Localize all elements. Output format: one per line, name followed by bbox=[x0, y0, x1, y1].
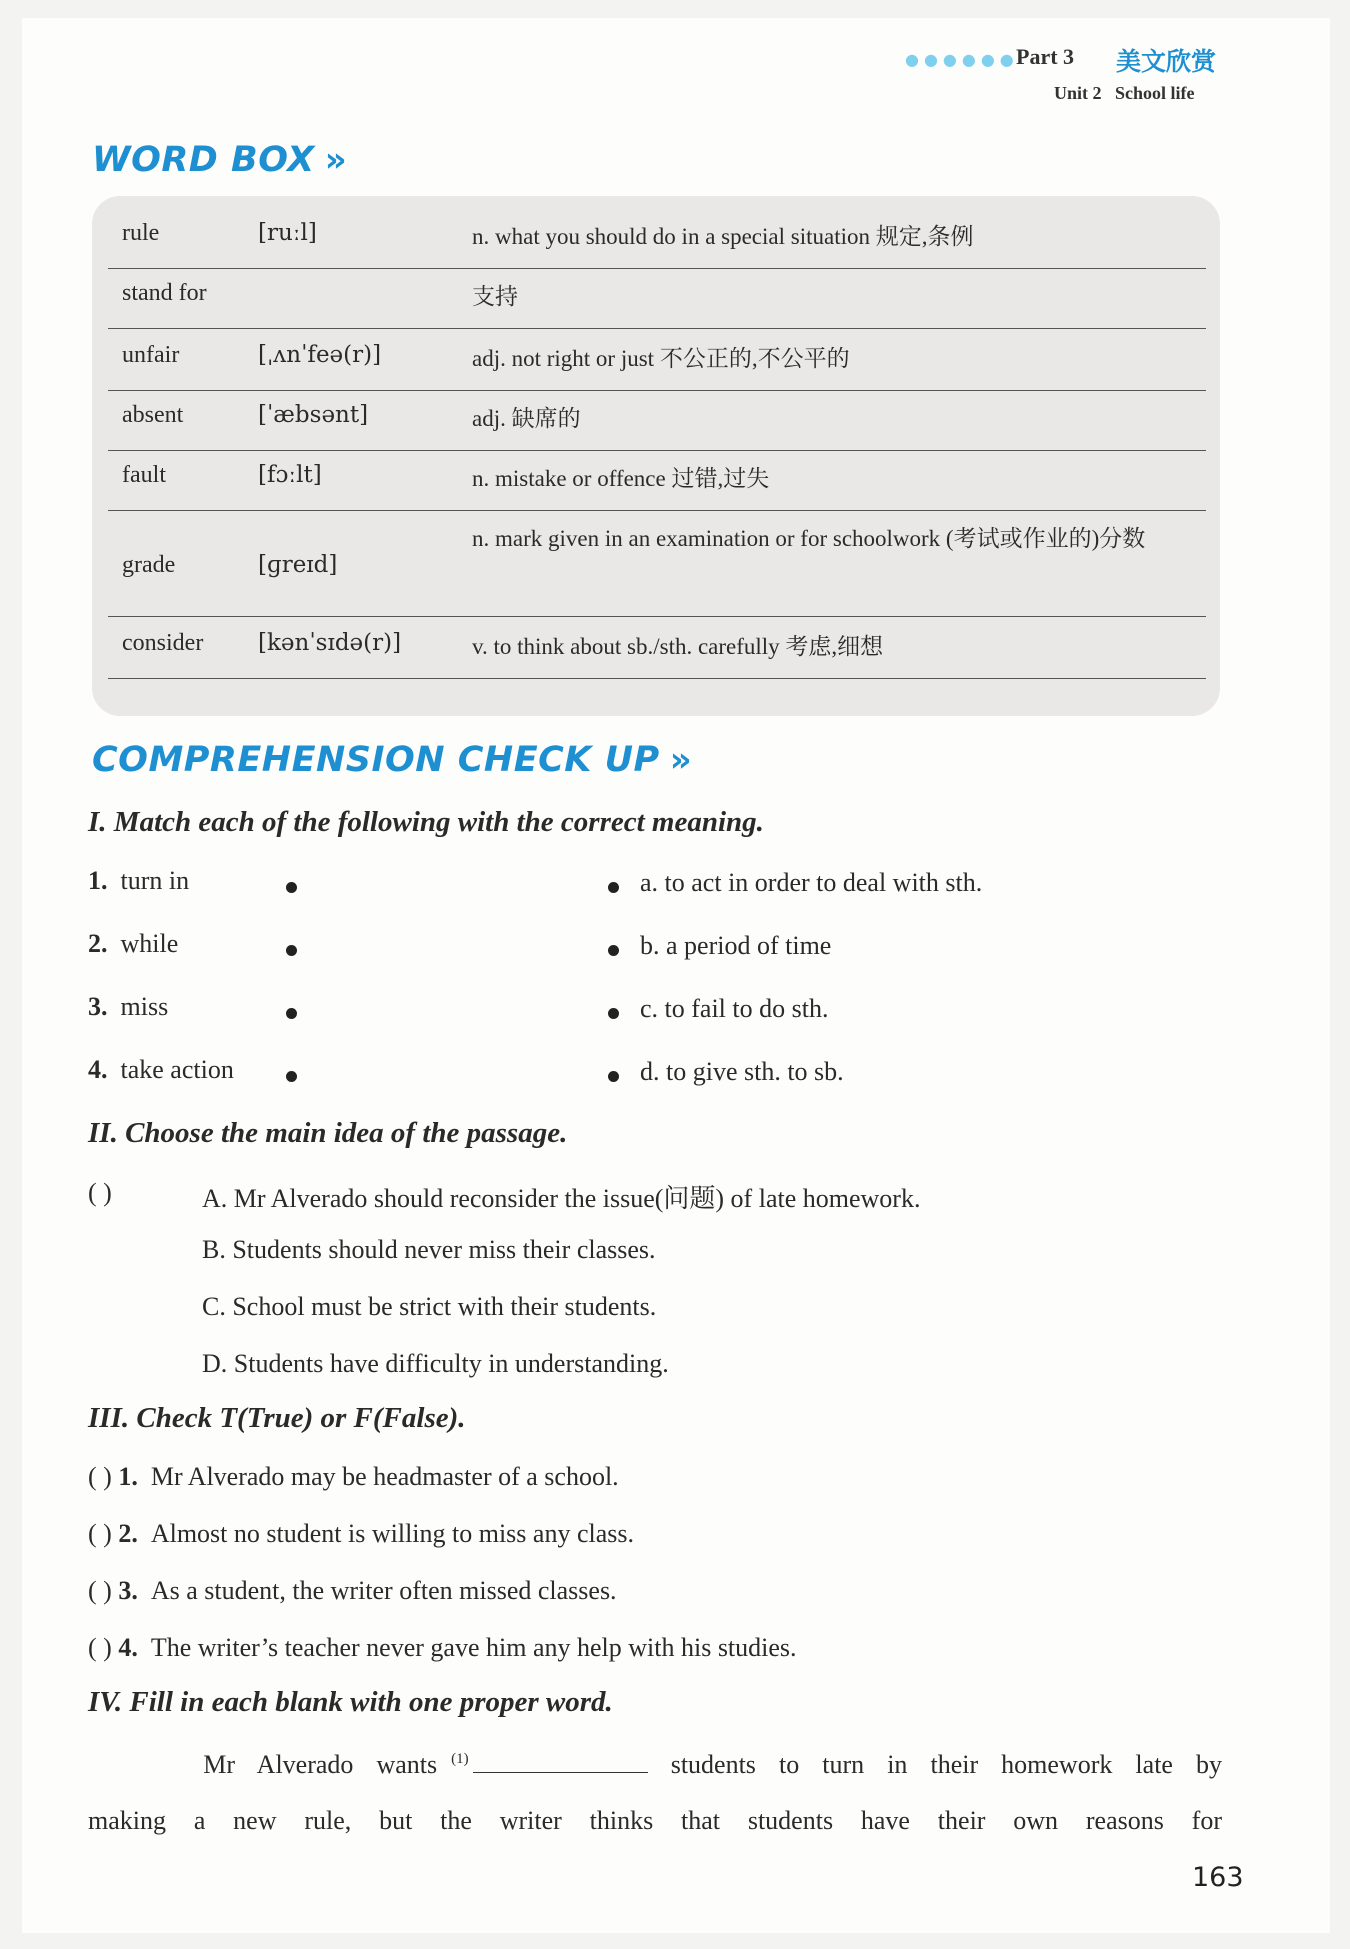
header-dots: ●●●●●● bbox=[905, 50, 1019, 69]
answer-bracket[interactable]: ( ) bbox=[88, 1633, 112, 1662]
match-right-item: a. to act in order to deal with sth. bbox=[640, 868, 983, 897]
header-part-chinese: 美文欣赏 bbox=[1116, 47, 1217, 76]
match-left-item: 3. miss bbox=[88, 992, 169, 1021]
word-row bbox=[108, 512, 1206, 617]
phonetic: [ɡreɪd] bbox=[258, 552, 338, 578]
part1-heading: I. Match each of the following with the correct meaning. bbox=[88, 806, 764, 838]
definition: n. mistake or offence 过错,过失 bbox=[472, 466, 770, 491]
tf-item: ( ) 3. As a student, the writer often missed classes. bbox=[88, 1576, 617, 1605]
word: fault bbox=[122, 462, 166, 488]
definition: n. what you should do in a special situation 规定,条例 bbox=[472, 224, 974, 249]
word-row bbox=[108, 392, 1206, 451]
word: consider bbox=[122, 630, 204, 656]
header-unit bbox=[1054, 83, 1195, 104]
word: absent bbox=[122, 402, 184, 428]
phonetic: [ruːl] bbox=[258, 220, 317, 246]
page-number: 163 bbox=[1192, 1862, 1244, 1893]
definition: n. mark given in an examination or for schoolwork (考试或作业的)分数 bbox=[472, 526, 1146, 551]
comprehension-title bbox=[92, 740, 692, 780]
definition: adj. 缺席的 bbox=[472, 406, 581, 431]
answer-bracket[interactable]: ( ) bbox=[88, 1519, 112, 1548]
match-left-item: 2. while bbox=[88, 929, 179, 958]
answer-bracket[interactable]: ( ) bbox=[88, 1462, 112, 1491]
option-d: D. Students have difficulty in understanding. bbox=[202, 1349, 669, 1378]
word: grade bbox=[122, 552, 176, 578]
part2-heading: II. Choose the main idea of the passage. bbox=[88, 1117, 568, 1149]
answer-bracket[interactable]: ( ) bbox=[88, 1178, 112, 1207]
part4-heading: IV. Fill in each blank with one proper word. bbox=[88, 1686, 613, 1718]
phonetic: [ˌʌnˈfeə(r)] bbox=[258, 342, 382, 368]
header-unit-title: School life bbox=[1115, 83, 1195, 103]
match-left-item: 4. take action bbox=[88, 1055, 234, 1084]
match-dot-left[interactable] bbox=[286, 1071, 297, 1082]
definition: v. to think about sb./sth. carefully 考虑,细想 bbox=[472, 634, 884, 659]
match-dot-left[interactable] bbox=[286, 945, 297, 956]
blank-number: (1) bbox=[451, 1751, 469, 1768]
word: stand for bbox=[122, 280, 207, 306]
chevron-right-icon: » bbox=[324, 140, 348, 180]
header-part: Part 3 bbox=[1016, 44, 1075, 69]
match-dot-left[interactable] bbox=[286, 882, 297, 893]
chevron-right-icon: » bbox=[669, 740, 693, 780]
match-dot-left[interactable] bbox=[286, 1008, 297, 1019]
fill-paragraph-line2: making a new rule, but the writer thinks that students have their own reasons for bbox=[88, 1806, 1222, 1835]
word-row bbox=[108, 330, 1206, 391]
word-row bbox=[108, 212, 1206, 269]
word: unfair bbox=[122, 342, 180, 368]
word-box bbox=[92, 196, 1220, 716]
match-dot-right[interactable] bbox=[608, 1071, 619, 1082]
comprehension-title-text: COMPREHENSION CHECK UP bbox=[92, 740, 660, 780]
match-dot-right[interactable] bbox=[608, 882, 619, 893]
tf-item: ( ) 1. Mr Alverado may be headmaster of a school. bbox=[88, 1462, 619, 1491]
word-box-title-text: WORD BOX bbox=[92, 140, 315, 180]
header-unit-number: Unit 2 bbox=[1054, 83, 1102, 103]
answer-bracket[interactable]: ( ) bbox=[88, 1576, 112, 1605]
definition: 支持 bbox=[472, 284, 518, 309]
word-row bbox=[108, 618, 1206, 679]
tf-item: ( ) 4. The writer’s teacher never gave him any help with his studies. bbox=[88, 1633, 797, 1662]
word-row bbox=[108, 270, 1206, 329]
definition: adj. not right or just 不公正的,不公平的 bbox=[472, 346, 850, 371]
word-box-title bbox=[92, 140, 347, 180]
option-b: B. Students should never miss their classes. bbox=[202, 1235, 656, 1264]
word-row bbox=[108, 452, 1206, 511]
option-c: C. School must be strict with their students. bbox=[202, 1292, 657, 1321]
match-dot-right[interactable] bbox=[608, 1008, 619, 1019]
phonetic: [ˈæbsənt] bbox=[258, 402, 369, 428]
match-left-item: 1. turn in bbox=[88, 866, 190, 895]
option-a: A. Mr Alverado should reconsider the issue(问题) of late homework. bbox=[202, 1184, 921, 1213]
part3-heading: III. Check T(True) or F(False). bbox=[88, 1402, 466, 1434]
phonetic: [fɔːlt] bbox=[258, 462, 322, 488]
match-right-item: c. to fail to do sth. bbox=[640, 994, 829, 1023]
tf-item: ( ) 2. Almost no student is willing to miss any class. bbox=[88, 1519, 634, 1548]
fill-blank-1[interactable] bbox=[473, 1748, 648, 1773]
match-right-item: b. a period of time bbox=[640, 931, 832, 960]
match-dot-right[interactable] bbox=[608, 945, 619, 956]
phonetic: [kənˈsɪdə(r)] bbox=[258, 630, 402, 656]
word: rule bbox=[122, 220, 160, 246]
fill-paragraph-line1: Mr Alverado wants $^{(1)}$ students to turn in their homework late by bbox=[203, 1750, 1223, 1779]
match-right-item: d. to give sth. to sb. bbox=[640, 1057, 844, 1086]
